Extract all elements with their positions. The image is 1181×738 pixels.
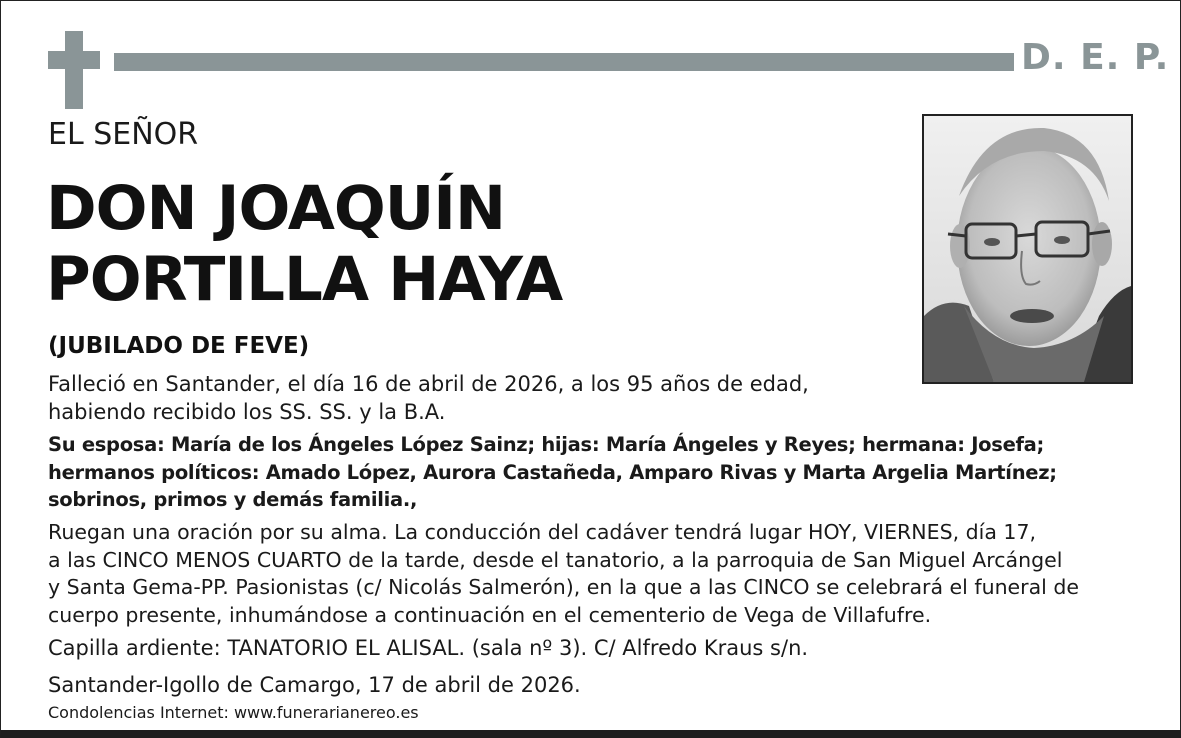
family-line-1: Su esposa: María de los Ángeles López Sainz; hijas: María Ángeles y Reyes; hermana: Josefa; [48, 433, 1045, 456]
death-line-1: Falleció en Santander, el día 16 de abril de 2026, a los 95 años de edad, [48, 372, 809, 396]
place-date: Santander-Igollo de Camargo, 17 de abril de 2026. [48, 673, 581, 697]
family-line-3: sobrinos, primos y demás familia., [48, 488, 418, 511]
cross-icon-horizontal [48, 51, 100, 69]
family-line-2: hermanos políticos: Amado López, Aurora Castañeda, Amparo Rivas y Marta Argelia Martínez; [48, 460, 1057, 484]
ceremony-line-4: cuerpo presente, inhumándose a continuación en el cementerio de Vega de Villafufre. [48, 602, 932, 627]
honorific: EL SEÑOR [48, 117, 199, 152]
death-paragraph [48, 371, 809, 426]
chapel-info: Capilla ardiente: TANATORIO EL ALISAL. (sala nº 3). C/ Alfredo Kraus s/n. [48, 636, 809, 660]
header-rule [114, 53, 1014, 71]
name-line-1: DON JOAQUÍN [46, 173, 506, 244]
cross-icon-vertical [65, 31, 83, 109]
death-line-2: habiendo recibido los SS. SS. y la B.A. [48, 399, 446, 424]
ceremony-line-2: a las CINCO MENOS CUARTO de la tarde, desde el tanatorio, a la parroquia de San Miguel Arcángel [48, 547, 1063, 572]
portrait-image [924, 116, 1131, 382]
dep-label: D. E. P. [1021, 37, 1170, 78]
deceased-name [46, 173, 562, 315]
portrait-photo [922, 114, 1133, 384]
ceremony-paragraph [48, 519, 1079, 629]
occupation: (JUBILADO DE FEVE) [48, 333, 310, 359]
name-line-2: PORTILLA HAYA [46, 244, 563, 315]
family-paragraph [48, 431, 1057, 514]
condolences-line: Condolencias Internet: www.funerarianereo.es [48, 703, 419, 722]
ceremony-line-1: Ruegan una oración por su alma. La conducción del cadáver tendrá lugar HOY, VIERNES, día 17, [48, 520, 1037, 544]
ceremony-line-3: y Santa Gema-PP. Pasionistas (c/ Nicolás Salmerón), en la que a las CINCO se celebrará el funeral de [48, 575, 1079, 599]
